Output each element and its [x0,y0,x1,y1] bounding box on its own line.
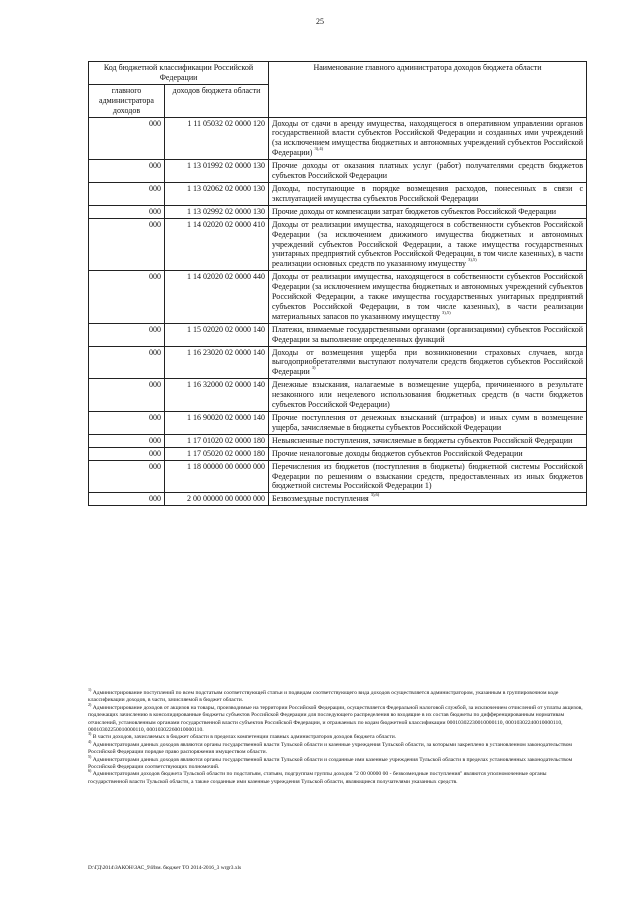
footnote [88,701,586,735]
footnote [88,768,586,786]
admin-code-cell: 000 [89,412,165,435]
income-code-cell: 1 16 90020 02 0000 140 [165,412,269,435]
income-name-text: Безвозмездные поступления [272,494,369,504]
income-name-text: Доходы от сдачи в аренду имущества, находящегося в оперативном управлении органов государственной власти субъектов Российской Федерации и созданных ими учреждений (за исключением имущества бюджетных и автономных учреждений субъектов Российской Федерации) [272,118,584,158]
income-name-text: Доходы от реализации имущества, находящегося в собственности субъектов Российской Федерации (за исключением движимого имущества бюджетных и автономных учреждений субъектов Российской Федерации, а также имущества государственных унитарных предприятий субъектов Российской Федерации, в том числе казенных), в части реализации основных средств по указанному имуществу [272,219,584,269]
footnote-reference: 3),4) [314,146,324,152]
income-code-cell: 1 15 02020 02 0000 140 [165,323,269,346]
admin-code-cell: 000 [89,160,165,183]
table-row [89,412,587,435]
admin-code-cell: 000 [89,205,165,218]
income-name-cell [269,412,587,435]
footnotes [88,687,586,786]
income-name-cell [269,447,587,460]
footnote-mark: 3) [88,731,92,737]
income-code-cell: 1 14 02020 02 0000 410 [165,218,269,271]
admin-code-cell: 000 [89,271,165,324]
footnote-text: Администрирование доходов от акцизов на товары, производимые на территории Российской Федерации, осуществляется Федеральной налоговой службой, за исключением отчислений от уплаты акцизов, подлежащих зачислению в консолидированные бюджеты субъектов Российской Федерации для последующего распределения во входящие в их состав бюджеты по дифференцированным нормативам отчислений, установленным органами государственной власти субъектов Российской Федерации, и отражаемых по кодам бюджетной классификации 00010302230010000110, 00010302240010000110, 00010302250010000110, 00010302260010000110. [88,704,583,734]
admin-code-cell: 000 [89,346,165,379]
income-code-cell: 1 17 05020 02 0000 180 [165,447,269,460]
page-number: 25 [316,17,324,26]
footnote-reference: 3),5) [468,257,477,263]
income-code-cell: 2 00 00000 00 0000 000 [165,493,269,506]
admin-code-cell: 000 [89,493,165,506]
income-name-text: Прочие поступления от денежных взысканий (штрафов) и иных сумм в возмещение ущерба, зачисляемые в бюджеты субъектов Российской Федерации [272,413,584,432]
header-admin-column: главного администратора доходов [89,84,165,117]
income-name-cell [269,117,587,160]
footnote-mark: 2) [88,701,92,707]
table-row [89,160,587,183]
admin-code-cell: 000 [89,460,165,493]
footnote [88,731,586,741]
income-code-cell: 1 13 02062 02 0000 130 [165,182,269,205]
income-name-text: Платежи, взимаемые государственными органами (организациями) субъектов Российской Федерации за выполнение определенных функций [272,324,584,344]
income-code-cell: 1 17 01020 02 0000 180 [165,434,269,447]
table-row [89,182,587,205]
income-name-cell [269,218,587,271]
footnote-text: Администраторами доходов бюджета Тульской области по подстатьям, статьям, подгруппам группы доходов "2 00 00000 00 - безвозмездные поступления" являются уполномоченные органы государственной власти Тульской области, а также созданные ими казенные учреждения Тульской области, являющиеся получателями указанных средств. [88,771,547,785]
footnote [88,738,586,757]
header-income-column: доходов бюджета области [165,84,269,117]
income-code-cell: 1 14 02020 02 0000 440 [165,271,269,324]
footnote-mark: 1) [88,687,92,693]
income-name-text: Невыясненные поступления, зачисляемые в бюджеты субъектов Российской Федерации [272,435,573,445]
admin-code-cell: 000 [89,218,165,271]
footnote-reference: 3),5) [441,309,451,315]
table-row [89,447,587,460]
income-code-cell: 1 16 23020 02 0000 140 [165,346,269,379]
income-name-cell [269,460,587,493]
income-name-text: Прочие доходы от оказания платных услуг (работ) получателями средств бюджетов субъектов Российской Федерации [272,161,584,181]
table-header-row [89,62,587,85]
footer-file-path: D:\ГД\2014\ЗАКОН\ЗАС_9\Изм. бюджет ТО 2014-2016_3 wrgr3.xls [88,865,242,871]
table-row [89,323,587,346]
income-name-cell [269,271,587,324]
table-row [89,205,587,218]
income-code-cell: 1 11 05032 02 0000 120 [165,117,269,160]
income-name-cell [269,182,587,205]
income-code-cell: 1 13 01992 02 0000 130 [165,160,269,183]
table-row [89,117,587,160]
budget-classification-table [88,61,587,506]
header-code-group: Код бюджетной классификации Российской Федерации [89,62,269,85]
income-code-cell: 1 16 32000 02 0000 140 [165,379,269,412]
table-row [89,346,587,379]
footnote [88,687,586,705]
footnote-reference: 3),6) [370,492,380,498]
admin-code-cell: 000 [89,182,165,205]
table-row [89,493,587,506]
table-row [89,460,587,493]
income-name-cell [269,434,587,447]
table-body [89,117,587,506]
income-name-cell [269,379,587,412]
income-name-cell [269,346,587,379]
income-name-cell [269,205,587,218]
income-name-cell [269,493,587,506]
footnote-mark: 5) [88,753,92,759]
admin-code-cell: 000 [89,117,165,160]
header-name-column: Наименование главного администратора доходов бюджета области [269,62,587,118]
income-code-cell: 1 18 00000 00 0000 000 [165,460,269,493]
footnote-reference: 3) [311,365,316,371]
admin-code-cell: 000 [89,434,165,447]
income-name-cell [269,323,587,346]
footnote-text: Администраторами данных доходов являются органы государственной власти Тульской области и казенные учреждения Тульской области, за которыми закреплено в установленном законодательством Российской Федерации порядке право распоряжения имуществом области. [88,741,572,756]
income-name-text: Прочие неналоговые доходы бюджетов субъектов Российской Федерации [272,448,523,458]
income-name-text: Денежные взыскания, налагаемые в возмещение ущерба, причиненного в результате незаконного или нецелевого использования бюджетных средств (в части бюджетов субъектов Российской Федерации) [272,380,584,410]
footnote-text: Администрирование поступлений по всем подстатьям соответствующей статьи и подвидам соответствующего вида доходов осуществляется администратором, указанным в группировочном коде классификации доходов, в части, зачисляемой в бюджет области. [88,690,559,704]
income-name-text: Доходы, поступающие в порядке возмещения расходов, понесенных в связи с эксплуатацией имущества субъектов Российской Федерации [272,183,584,203]
footnote [88,753,586,772]
admin-code-cell: 000 [89,379,165,412]
income-name-text: Прочие доходы от компенсации затрат бюджетов субъектов Российской Федерации [272,206,557,216]
income-name-text: Доходы от возмещения ущерба при возникновении страховых случаев, когда выгодоприобретателями выступают получатели средств бюджетов субъектов Российской Федерации [272,347,584,377]
table-row [89,218,587,271]
income-name-text: Доходы от реализации имущества, находящегося в собственности субъектов Российской Федерации (за исключением имущества бюджетных и автономных учреждений субъектов Российской Федерации, а также имущества государственных унитарных предприятий субъектов Российской Федерации, в том числе казенных), в части реализации материальных запасов по указанному имуществу [272,272,584,321]
income-name-cell [269,160,587,183]
admin-code-cell: 000 [89,447,165,460]
table-row [89,271,587,324]
footnote-text: В части доходов, зачисляемых в бюджет области в пределах компетенции главных администраторов доходов бюджета области. [92,734,397,741]
table-row [89,434,587,447]
income-name-text: Перечисления из бюджетов (поступления в бюджеты) бюджетной системы Российской Федерации по решениям о взыскании средств, предоставленных из иных бюджетов бюджетной системы Российской Федерации 1) [272,461,584,491]
table-row [89,379,587,412]
footnote-mark: 6) [88,768,92,774]
footnote-mark: 4) [88,738,92,744]
income-code-cell: 1 13 02992 02 0000 130 [165,205,269,218]
footnote-text: Администраторами данных доходов являются органы государственной власти Тульской области и созданные ими казенные учреждения Тульской области в пределах установленных законодательством Российской Федерации соответствующих полномочий. [88,756,573,771]
admin-code-cell: 000 [89,323,165,346]
